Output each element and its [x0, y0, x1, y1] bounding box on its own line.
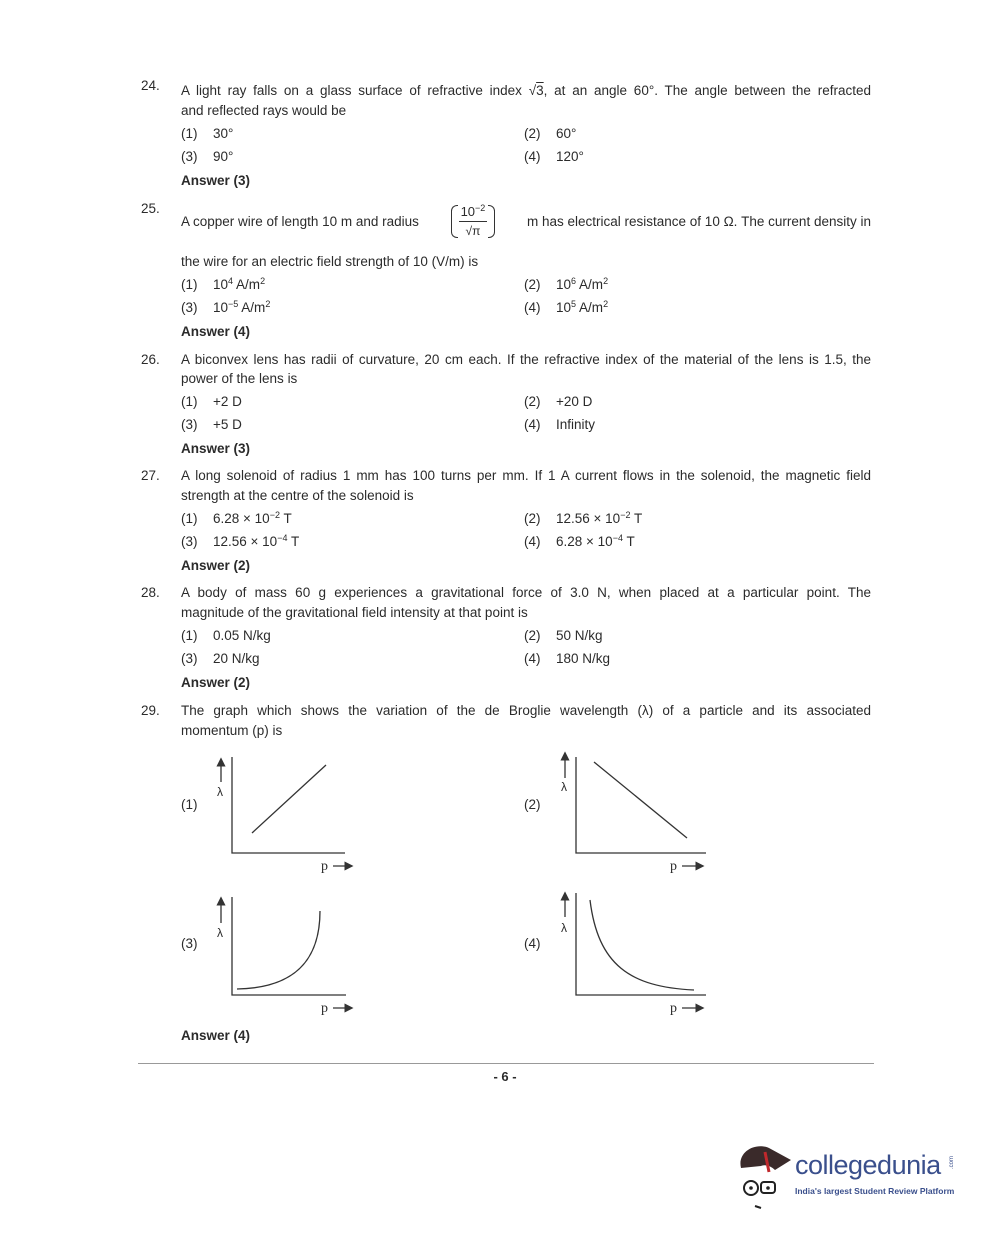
axis-label-p: p — [670, 859, 677, 874]
option-4[interactable]: (4) $6.28 \times 10^{-4}$ T — [524, 533, 635, 549]
footer-divider — [138, 1063, 874, 1064]
question-text-line2: power of the lens is — [181, 371, 298, 386]
question-text-line2: magnitude of the gravitational field intensity at that point is — [181, 605, 528, 620]
question-number: 27. — [141, 468, 160, 483]
graph-2-line — [594, 762, 687, 838]
option-3[interactable]: (3) $10^{-5}$ $A/m^2$ — [181, 299, 271, 315]
question-text-line2: strength at the centre of the solenoid is — [181, 488, 414, 503]
axis-label-p: p — [321, 859, 328, 874]
option-4[interactable]: (4) 180 N/kg — [524, 651, 611, 666]
option-4[interactable]: (4) $10^5$ $A/m^2$ — [524, 299, 609, 315]
option-3[interactable]: (3) 20 N/kg — [181, 651, 260, 666]
answer: Answer (2) — [181, 558, 251, 573]
graph-3-curve — [237, 911, 320, 989]
mascot-icon — [735, 1138, 795, 1210]
question-number: 29. — [141, 703, 160, 718]
option-3[interactable]: (3) $12.56 \times 10^{-4}$ T — [181, 533, 300, 549]
axis-label-lambda: λ — [561, 921, 567, 935]
logo-wordmark: collegedunia — [795, 1150, 941, 1180]
graph-1-line — [252, 765, 326, 833]
option-1[interactable]: (1) $6.28 \times 10^{-2}$ T — [181, 510, 292, 526]
answer: Answer (4) — [181, 324, 251, 339]
option-2[interactable]: (2) +20 D — [524, 394, 593, 409]
question-text: A long solenoid of radius 1 mm has 100 turns per mm. If 1 A current flows in the solenoid, the magnetic field — [181, 468, 871, 483]
answer: Answer (3) — [181, 173, 251, 188]
option-1[interactable]: (1) 0.05 N/kg — [181, 628, 271, 643]
question-text: A light ray falls on a glass surface of refractive index √3, at an angle 60°. The angle between the refracted — [181, 83, 871, 98]
question-number: 28. — [141, 585, 160, 600]
option-1[interactable]: (1) 30° — [181, 126, 234, 141]
option-2[interactable]: (2) $10^6$ $A/m^2$ — [524, 276, 609, 292]
option-3[interactable]: (3) +5 D — [181, 417, 242, 432]
radius-fraction: $\frac{10^{-2}}{√\pi}$ — [451, 203, 496, 240]
option-2[interactable]: (2) 60° — [524, 126, 577, 141]
option-2[interactable]: (2) $12.56 \times 10^{-2}$ T — [524, 510, 643, 526]
axis-label-lambda: λ — [561, 780, 567, 794]
question-text: A biconvex lens has radii of curvature, 20 cm each. If the refractive index of the material of the lens is 1.5, the — [181, 352, 871, 367]
axis-label-p: p — [321, 1001, 328, 1016]
answer: Answer (2) — [181, 675, 251, 690]
option-1[interactable]: (1) +2 D — [181, 394, 242, 409]
graph-4-curve — [590, 900, 694, 990]
question-text: A copper wire of length 10 m and radius $\frac{10^{-2}}{√\pi}$ m has electrical resistance of 10 Ω. The current density in — [181, 203, 871, 238]
option-3[interactable]: (3) 90° — [181, 149, 234, 164]
question-text: A body of mass 60 g experiences a gravitational force of 3.0 N, when placed at a particular point. The — [181, 585, 871, 600]
option-1[interactable]: (1) — [181, 797, 198, 812]
option-2[interactable]: (2) 50 N/kg — [524, 628, 603, 643]
graph-4 — [565, 893, 706, 1008]
question-number: 26. — [141, 352, 160, 367]
graph-2 — [565, 754, 706, 866]
question-text: The graph which shows the variation of the de Broglie wavelength (λ) of a particle and its associated — [181, 703, 871, 718]
axis-label-lambda: λ — [217, 785, 223, 799]
axis-label-lambda: λ — [217, 926, 223, 940]
question-text-line2: and reflected rays would be — [181, 103, 347, 118]
option-2[interactable]: (2) — [524, 797, 541, 812]
option-3[interactable]: (3) — [181, 936, 198, 951]
logo-tagline: India's largest Student Review Platform — [795, 1186, 955, 1196]
question-number: 25. — [141, 201, 160, 216]
option-4[interactable]: (4) Infinity — [524, 417, 596, 432]
question-number: 24. — [141, 78, 160, 93]
graph-3 — [221, 897, 351, 1008]
option-4[interactable]: (4) 120° — [524, 149, 584, 164]
page-number: - 6 - — [493, 1069, 517, 1084]
answer: Answer (3) — [181, 441, 251, 456]
answer: Answer (4) — [181, 1028, 251, 1043]
logo-suffix: .com — [949, 1156, 955, 1170]
option-4[interactable]: (4) — [524, 936, 541, 951]
question-text-line2: the wire for an electric field strength of 10 (V/m) is — [181, 254, 479, 269]
axis-label-p: p — [670, 1001, 677, 1016]
question-text-line2: momentum (p) is — [181, 723, 283, 738]
option-1[interactable]: (1) $10^4$ $A/m^2$ — [181, 276, 266, 292]
collegedunia-logo[interactable] — [735, 1138, 965, 1210]
graph-1 — [221, 757, 351, 866]
